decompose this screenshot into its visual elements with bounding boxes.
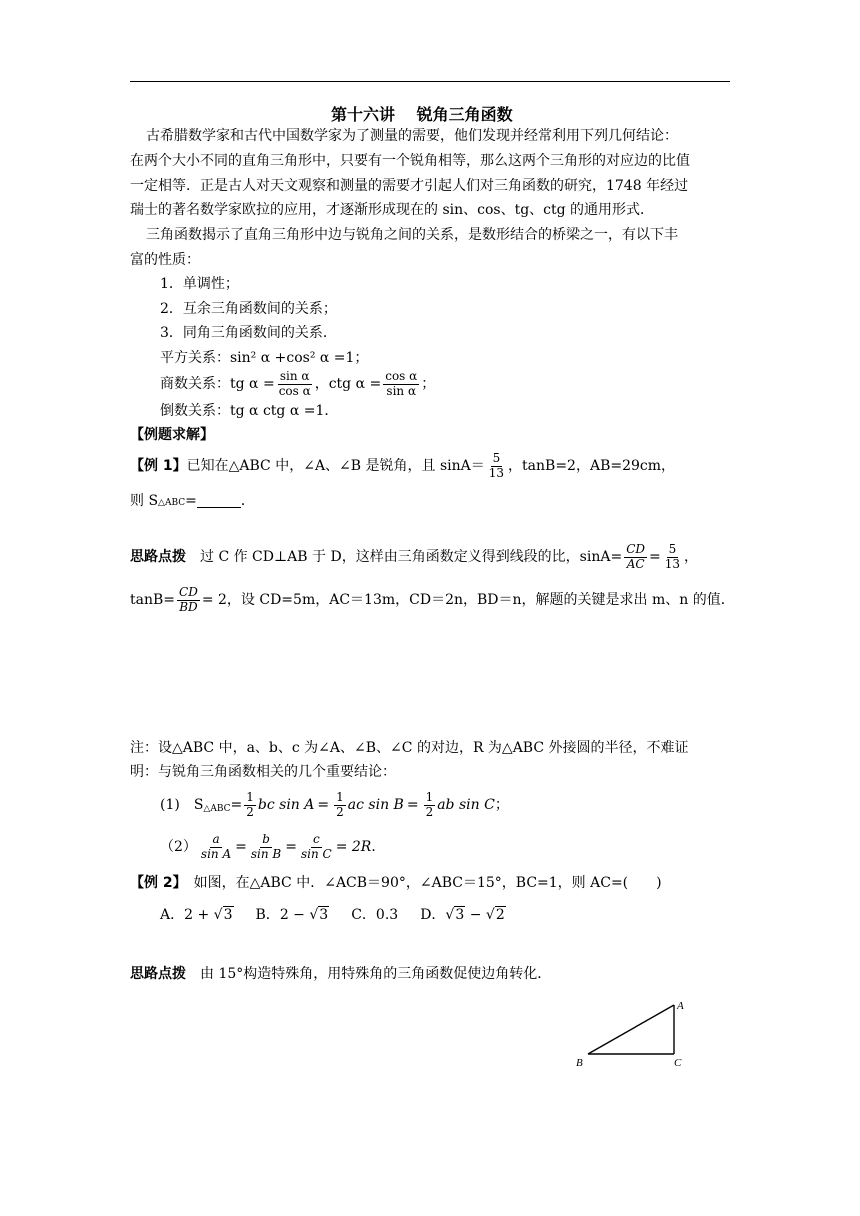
formula-1-half-2: [334, 791, 346, 820]
formula-1-end: ；: [494, 797, 509, 813]
hint-1-label: 思路点拨: [130, 549, 186, 565]
example-2-options: [160, 908, 506, 922]
header-rule: [130, 81, 730, 82]
side-ab: [588, 1005, 674, 1054]
half-3-den: 2: [425, 804, 434, 819]
formula-1-label: (1) S: [160, 797, 204, 813]
hint-1-fraction-5-13: [663, 543, 682, 572]
half-1-num: 1: [246, 789, 254, 804]
example-1-numerator: 5: [492, 450, 501, 465]
intro-line-2: 在两个大小不同的直角三角形中，只要有一个锐角相等，那么这两个三角形的对应边的比值: [130, 153, 690, 169]
option-b-pre: 2 −: [279, 907, 310, 923]
vertex-b-label: B: [576, 1057, 583, 1069]
option-b-label: B．: [255, 907, 280, 923]
half-2-num: 1: [336, 789, 344, 804]
option-d-radicand-2: 2: [495, 907, 505, 923]
formula-1-half-1: [244, 791, 256, 820]
tg-numerator: sin α: [279, 368, 310, 383]
quotient-comma: ，: [314, 376, 329, 392]
hint-1-f2-numerator: 5: [668, 541, 677, 556]
ctg-lhs: ctg α =: [328, 376, 382, 392]
formula-2-period: ．: [371, 839, 386, 855]
intro-line-4: 瑞士的著名数学家欧拉的应用，才逐渐形成现在的 sin、cos、tg、ctg 的通用形式．: [130, 202, 655, 218]
example-1: [130, 447, 675, 485]
property-item-3: 3．同角三角函数间的关系．: [160, 325, 337, 341]
law-of-sines-b: [249, 833, 283, 862]
option-d-label: D．: [420, 907, 446, 923]
option-d-minus: −: [465, 907, 486, 923]
option-a[interactable]: A．2 + √3: [160, 907, 233, 923]
hint-1-f3-numerator: CD: [179, 584, 198, 599]
law-b-num: b: [262, 831, 270, 846]
hint-1-f1-numerator: CD: [626, 541, 646, 556]
hint-2-label: 思路点拨: [130, 966, 186, 982]
intro-line-6: 富的性质：: [130, 252, 200, 268]
option-b-radicand: 3: [319, 907, 329, 923]
quotient-label: 商数关系：: [160, 376, 230, 392]
example-2-text: 如图，在△ABC 中．∠ACB＝90°，∠ABC＝15°，BC=1，则 AC=( ): [179, 875, 662, 891]
page-title: 第十六讲 锐角三角函数: [331, 105, 513, 124]
formula-2: [160, 828, 385, 866]
option-c[interactable]: C．0.3: [351, 907, 399, 923]
example-1-eq: =: [185, 493, 197, 509]
vertex-c-label: C: [674, 1057, 682, 1069]
example-1-text-a: 已知在△ABC 中，∠A、∠B 是锐角，且 sinA＝: [186, 458, 485, 474]
formula-2-label: （2）: [160, 839, 197, 855]
ctg-numerator: cos α: [385, 368, 418, 383]
formula-1-term-2: ac sin B: [347, 797, 404, 813]
formula-1-eq-3: =: [406, 797, 419, 813]
formula-1-eq: =: [230, 797, 243, 813]
option-d[interactable]: D．√3 − √2: [420, 907, 505, 923]
example-1-text-b: ，tanB=2，AB=29cm，: [508, 458, 676, 474]
formula-1-term-1: bc sin A: [257, 797, 315, 813]
option-a-pre: 2 +: [184, 907, 214, 923]
quotient-semicolon: ；: [421, 376, 436, 392]
formula-1-subscript: △ABC: [203, 804, 231, 814]
square-formula: sin² α +cos² α =1；: [230, 350, 369, 366]
formula-1-eq-2: =: [317, 797, 330, 813]
example-1-denominator: 13: [488, 465, 505, 480]
hint-1-text: 过 C 作 CD⊥AB 于 D，这样由三角函数定义得到线段的比，sinA=: [186, 549, 623, 565]
tg-fraction: [277, 370, 313, 399]
hint-1-eq-2: = 2: [201, 592, 227, 608]
example-1-s: 则 S: [130, 493, 159, 509]
option-a-label: A．: [160, 907, 185, 923]
formula-2-eq-1: =: [235, 839, 247, 855]
law-a-den: sin A: [200, 846, 232, 861]
law-c-den: sin C: [300, 846, 332, 861]
hint-1-f3-denominator: BD: [179, 599, 198, 614]
hint-1-f2-denominator: 13: [664, 556, 681, 571]
hint-1-line-2-text: ，设 CD=5m，AC＝13m，CD＝2n，BD＝n，解题的关键是求出 m、n 的值．: [226, 592, 735, 608]
triangle-figure: [570, 995, 690, 1075]
half-1-den: 2: [246, 804, 254, 819]
property-item-1: 1．单调性；: [160, 276, 239, 292]
law-a-num: a: [212, 831, 220, 846]
law-b-den: sin B: [250, 846, 282, 861]
half-3-num: 1: [425, 789, 434, 804]
example-1-subscript: △ABC: [158, 498, 186, 508]
ctg-denominator: sin α: [386, 383, 417, 398]
ctg-fraction: [383, 370, 419, 399]
section-heading: 【例题求解】: [130, 427, 214, 443]
note-line-1: 注：设△ABC 中，a、b、c 为∠A、∠B、∠C 的对边，R 为△ABC 外接圆的半径，不难证: [130, 740, 689, 756]
quotient-relation: [160, 365, 435, 403]
option-b[interactable]: B．2 − √3: [255, 907, 329, 923]
property-item-2: 2．互余三角函数间的关系；: [160, 301, 337, 317]
example-1-label: 【例 1】: [130, 458, 187, 474]
reciprocal-relation: 倒数关系：tg α ctg α =1．: [160, 403, 339, 419]
formula-1-term-3: ab sin C: [437, 797, 495, 813]
intro-line-1: 古希腊数学家和古代中国数学家为了测量的需要，他们发现并经常利用下列几何结论：: [146, 128, 678, 144]
law-c-num: c: [312, 831, 320, 846]
option-d-radicand-1: 3: [455, 907, 465, 923]
example-1-fraction: [487, 452, 506, 481]
formula-2-eq-2: =: [285, 839, 297, 855]
example-1-line-2: [130, 494, 255, 508]
example-2-label: 【例 2】: [130, 875, 180, 891]
law-of-sines-a: [199, 833, 233, 862]
half-2-den: 2: [336, 804, 344, 819]
option-a-radicand: 3: [223, 907, 233, 923]
tg-lhs: tg α =: [230, 376, 275, 392]
hint-2: [130, 967, 551, 981]
hint-1-fraction-cd-bd: [177, 586, 200, 615]
hint-1-eq: =: [649, 549, 661, 565]
hint-1-tanb: tanB=: [130, 592, 176, 608]
hint-1-f1-denominator: AC: [626, 556, 645, 571]
intro-line-3: 一定相等．正是古人对天文观察和测量的需要才引起人们对三角函数的研究，1748 年经过: [130, 178, 689, 194]
vertex-a-label: A: [677, 1000, 684, 1012]
note-line-2: 明：与锐角三角函数相关的几个重要结论：: [130, 764, 396, 780]
intro-line-5: 三角函数揭示了直角三角形中边与锐角之间的关系，是数形结合的桥梁之一，有以下丰: [146, 227, 678, 243]
hint-1-comma: ，: [684, 549, 699, 565]
example-2: [130, 876, 662, 890]
example-1-period: ．: [240, 493, 255, 509]
formula-2-end: = 2R: [335, 839, 372, 855]
tg-denominator: cos α: [278, 383, 311, 398]
answer-blank[interactable]: [197, 497, 241, 508]
hint-1-fraction-cd-ac: [624, 543, 647, 572]
square-label: 平方关系：: [160, 350, 230, 366]
square-relation: [160, 351, 368, 365]
hint-1-line-2: [130, 580, 735, 620]
law-of-sines-c: [299, 833, 334, 862]
formula-1: [160, 786, 509, 824]
hint-1: [130, 537, 698, 577]
formula-1-half-3: [424, 791, 436, 820]
hint-2-text: 由 15°构造特殊角，用特殊角的三角函数促使边角转化．: [186, 966, 552, 982]
